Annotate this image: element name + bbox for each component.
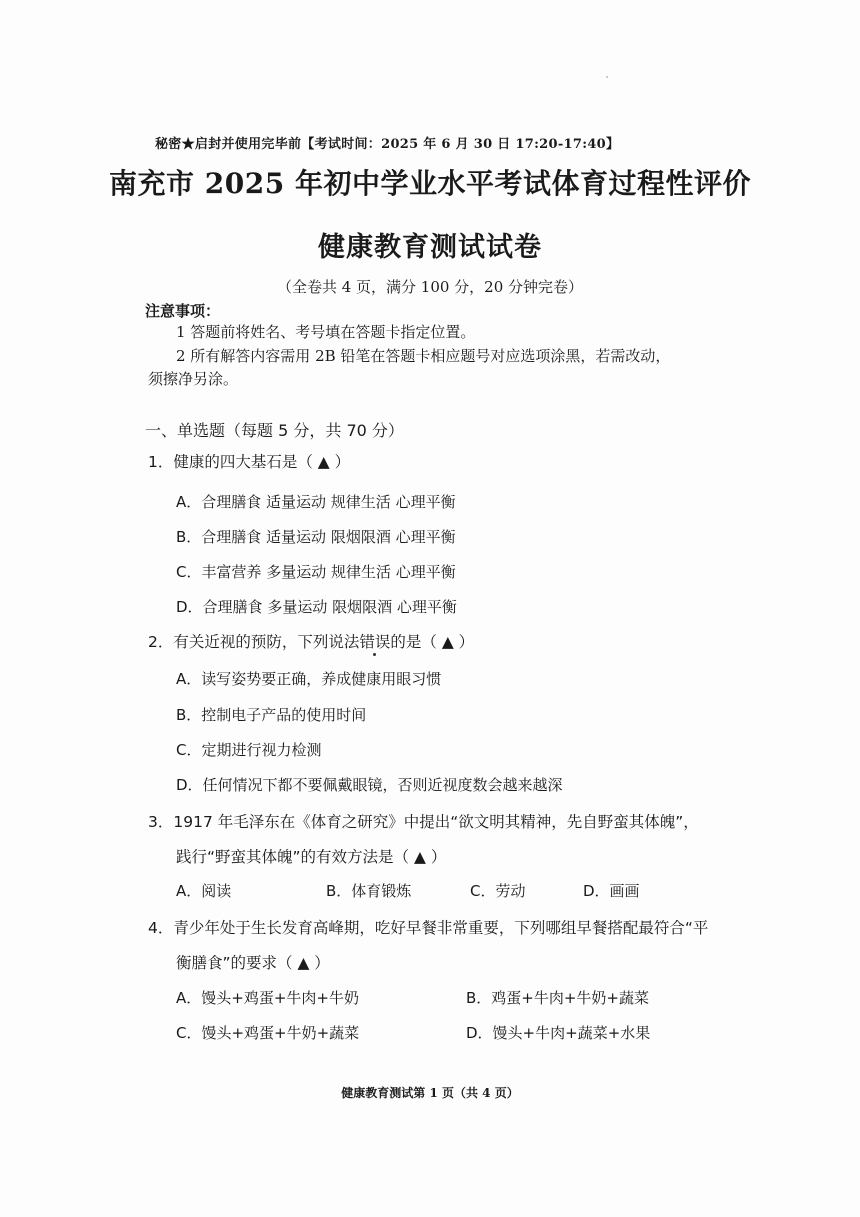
- question-4-option-c: C．馒头+鸡蛋+牛奶+蔬菜: [176, 1024, 360, 1042]
- question-2-option-d: D．任何情况下都不要佩戴眼镜，否则近视度数会越来越深: [176, 776, 563, 794]
- note-item-2: 2 所有解答内容需用 2B 铅笔在答题卡相应题号对应选项涂黑，若需改动，: [176, 347, 671, 365]
- note-item-1: 1 答题前将姓名、考号填在答题卡指定位置。: [176, 323, 476, 341]
- question-2-stem: [148, 630, 474, 652]
- question-1-option-a: A．合理膳食 适量运动 规律生活 心理平衡: [176, 493, 456, 511]
- question-3-option-c: C．劳动: [470, 882, 526, 900]
- question-4-stem-line-1: 4．青少年处于生长发育高峰期，吃好早餐非常重要，下列哪组早餐搭配最符合“平: [148, 919, 709, 937]
- question-2-option-b: B．控制电子产品的使用时间: [176, 706, 367, 724]
- question-1-option-b: B．合理膳食 适量运动 限烟限酒 心理平衡: [176, 528, 456, 546]
- question-1-option-c: C．丰富营养 多量运动 规律生活 心理平衡: [176, 563, 456, 581]
- question-4-option-a: A．馒头+鸡蛋+牛肉+牛奶: [176, 989, 359, 1007]
- exam-title: 南充市 2025 年初中学业水平考试体育过程性评价: [109, 167, 751, 200]
- page-footer: 健康教育测试第 1 页（共 4 页）: [341, 1086, 519, 1100]
- question-1-option-d: D．合理膳食 多量运动 限烟限酒 心理平衡: [176, 598, 457, 616]
- question-2-option-c: C．定期进行视力检测: [176, 741, 322, 759]
- question-3-option-d: D．画画: [583, 882, 640, 900]
- note-item-2-continued: 须擦净另涂。: [148, 370, 239, 388]
- question-4-option-b: B．鸡蛋+牛肉+牛奶+蔬菜: [466, 989, 649, 1007]
- question-3-option-a: A．阅读: [176, 882, 232, 900]
- scan-speck: [606, 76, 608, 78]
- exam-scope: （全卷共 4 页，满分 100 分，20 分钟完卷）: [276, 278, 584, 296]
- question-1-stem: 1．健康的四大基石是（ ▲ ）: [148, 453, 351, 471]
- question-2-stem-start: 2．有关近视的预防，下列说法: [148, 633, 360, 651]
- confidential-header: 秘密★启封并使用完毕前【考试时间：2025 年 6 月 30 日 17:20-17:40】: [155, 137, 620, 152]
- notes-title: 注意事项：: [145, 302, 221, 320]
- question-3-stem-line-1: 3．1917 年毛泽东在《体育之研究》中提出“欲文明其精神，先自野蛮其体魄”，: [148, 813, 699, 831]
- section-heading: 一、单选题（每题 5 分，共 70 分）: [145, 421, 404, 440]
- question-4-option-d: D．馒头+牛肉+蔬菜+水果: [466, 1024, 651, 1042]
- exam-subtitle: 健康教育测试试卷: [318, 232, 542, 263]
- question-3-stem-line-2: 践行“野蛮其体魄”的有效方法是（ ▲ ）: [176, 848, 447, 866]
- question-2-option-a: A．读写姿势要正确，养成健康用眼习惯: [176, 670, 442, 688]
- question-2-emphasis: 错误: [359, 633, 391, 651]
- question-3-option-b: B．体育锻炼: [326, 882, 412, 900]
- question-2-stem-end: 的是（ ▲ ）: [390, 633, 475, 651]
- question-4-stem-line-2: 衡膳食”的要求（ ▲ ）: [176, 954, 330, 972]
